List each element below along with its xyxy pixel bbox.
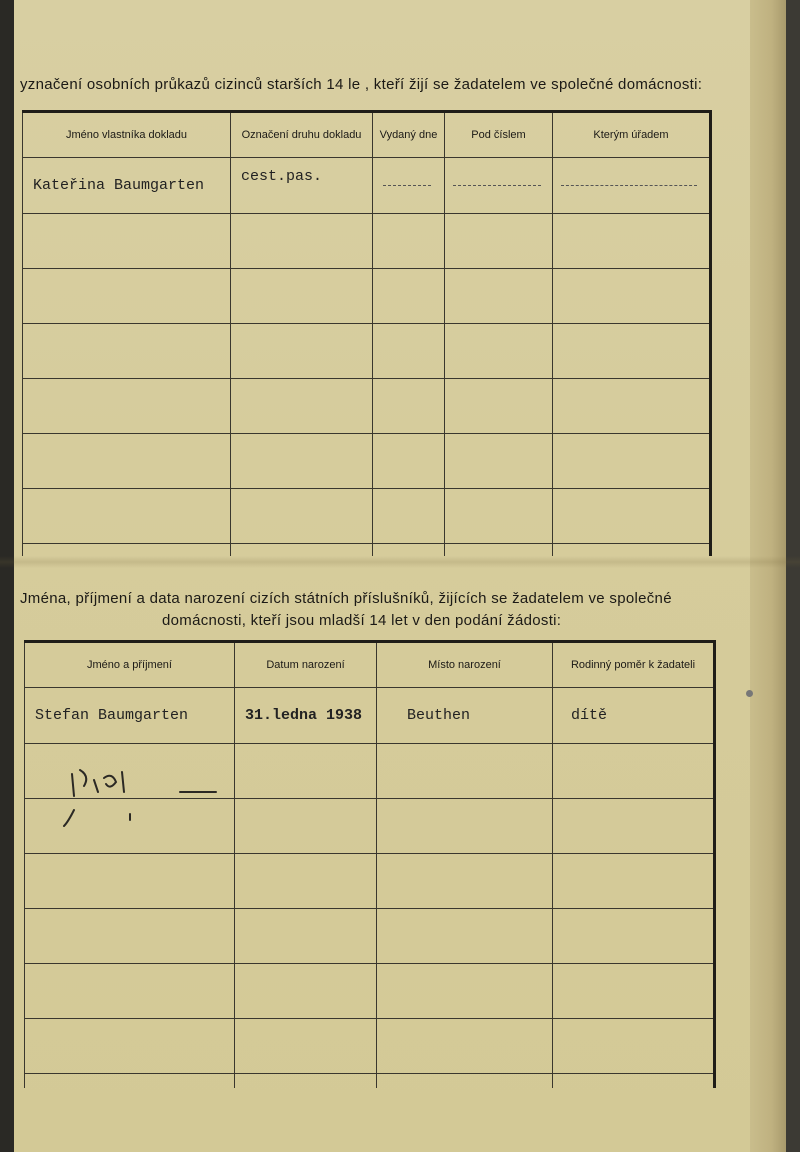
table-row [23,379,711,434]
pen-scribble-mark [60,760,220,830]
col-issuing-office: Kterým úřadem [553,112,711,158]
table-row [23,434,711,489]
table-row [25,909,715,964]
col-issued-date: Vydaný dne [373,112,445,158]
col-full-name: Jméno a příjmení [25,642,235,688]
col-relationship: Rodinný poměr k žadateli [553,642,715,688]
section2-heading-line2: domácnosti, kteří jsou mladší 14 let v den podání žádosti: [162,612,562,629]
table-row [23,324,711,379]
child-relationship-cell: dítě [553,688,715,744]
table-row [25,964,715,1019]
child-birth-place-cell: Beuthen [377,688,553,744]
paper-spot [746,690,753,697]
col-number: Pod číslem [445,112,553,158]
table-header-row [23,112,711,158]
section1-heading: yznačení osobních průkazů cizinců starších 14 le , kteří žijí se žadatelem ve společné domácnosti: [20,76,703,93]
col-document-type: Označení druhu dokladu [231,112,373,158]
office-cell [553,158,711,214]
page-edge [750,0,786,1152]
table-row [25,1074,715,1088]
owner-name-cell: Kateřina Baumgarten [23,158,231,214]
section2-heading-line1: Jména, příjmení a data narození cizích státních příslušníků, žijících se žadatelem ve společné [20,590,672,607]
table-row [23,214,711,269]
table-row [23,269,711,324]
col-birth-place: Místo narození [377,642,553,688]
table-row [25,854,715,909]
children-table [24,640,716,1088]
table-row [25,688,715,744]
col-birth-date: Datum narození [235,642,377,688]
child-name-cell: Stefan Baumgarten [25,688,235,744]
col-owner-name: Jméno vlastníka dokladu [23,112,231,158]
number-cell [445,158,553,214]
table-header-row [25,642,715,688]
identity-documents-table [22,110,712,556]
table-row [23,489,711,544]
document-type-cell: cest.pas. [231,158,373,214]
table-row [23,158,711,214]
table-row [25,1019,715,1074]
issued-date-cell [373,158,445,214]
table-row [23,544,711,556]
child-birth-date-cell: 31.ledna 1938 [235,688,377,744]
page-fold [0,556,800,568]
